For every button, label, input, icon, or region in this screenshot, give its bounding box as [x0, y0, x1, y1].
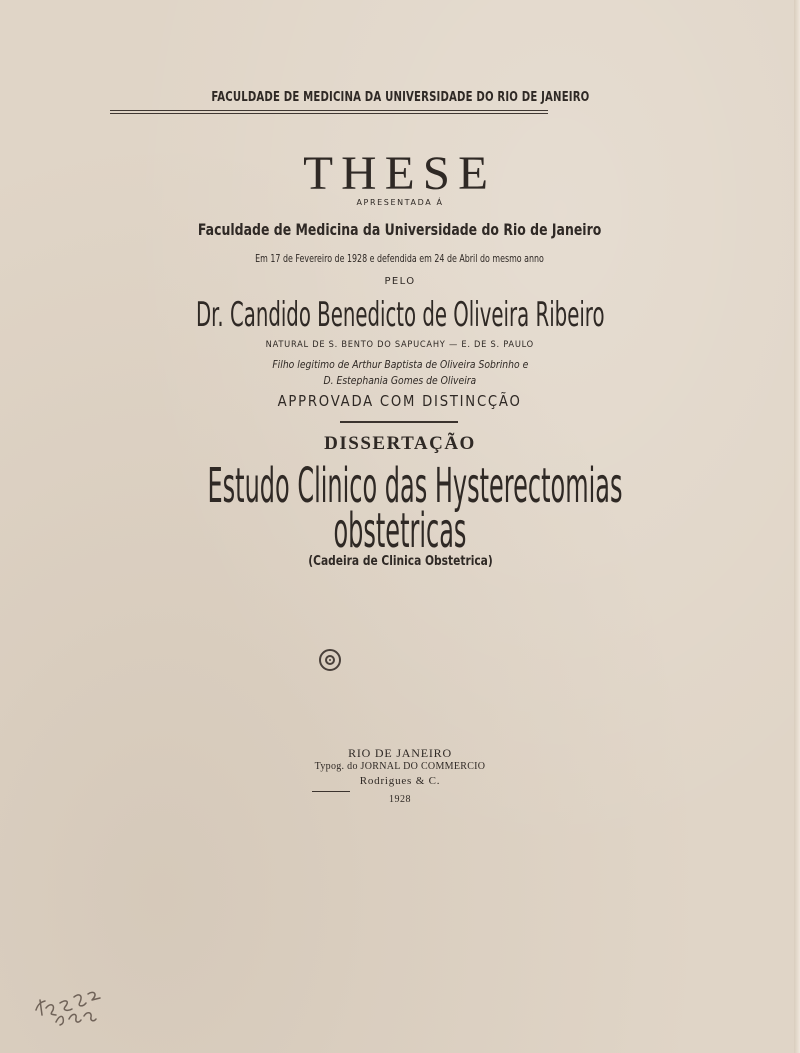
dissertation-title-line-2-text: obstetricas	[333, 503, 467, 559]
publication-year-text: 1928	[389, 794, 411, 805]
publisher-city	[0, 746, 800, 761]
presented-label	[0, 198, 800, 207]
year-rule	[312, 791, 350, 792]
author-name	[0, 294, 800, 336]
thesis-title-text: THESE	[303, 147, 497, 200]
dissertation-title-line-1-text: Estudo Clinico das Hysterectomias	[207, 458, 623, 514]
parents-line-2-text: D. Estephania Gomes de Oliveira	[323, 374, 477, 387]
by-label-text: PELO	[384, 276, 416, 287]
publisher-typog	[0, 761, 800, 772]
approval-status-text: APPROVADA COM DISTINCÇÃO	[278, 392, 522, 410]
author-name-text: Dr. Candido Benedicto de Oliveira Ribeiro	[195, 295, 605, 335]
institution-line	[0, 220, 800, 239]
by-label	[0, 276, 800, 287]
handwritten-signature	[22, 970, 132, 1030]
faculty-header	[0, 90, 800, 105]
header-rule-top	[110, 110, 548, 111]
ornament-icon	[319, 649, 341, 671]
author-origin-text: NATURAL DE S. BENTO DO SAPUCAHY — E. DE S. PAULO	[265, 340, 535, 350]
publisher-firm	[0, 775, 800, 787]
section-divider	[340, 421, 458, 423]
dissertation-title-line-2	[0, 502, 800, 560]
publication-year	[0, 794, 800, 805]
publisher-firm-text: Rodrigues & C.	[359, 775, 441, 787]
dissertation-subtitle	[0, 554, 800, 569]
header-rule-bottom	[110, 113, 548, 114]
parents-line-2	[0, 374, 800, 387]
faculty-header-text: FACULDADE DE MEDICINA DA UNIVERSIDADE DO RIO DE JANEIRO	[210, 90, 590, 105]
institution-text: Faculdade de Medicina da Universidade do Rio de Janeiro	[198, 220, 602, 239]
dates-text: Em 17 de Fevereiro de 1928 e defendida em 24 de Abril do mesmo anno	[255, 252, 545, 265]
approval-status	[0, 392, 800, 410]
dates-line	[0, 252, 800, 265]
dissertation-label-text: DISSERTAÇÃO	[324, 433, 476, 454]
author-origin	[0, 340, 800, 350]
thesis-title	[0, 145, 800, 203]
presented-label-text: APRESENTADA Á	[356, 198, 444, 207]
publisher-city-text: RIO DE JANEIRO	[348, 746, 452, 760]
parents-line-1	[0, 358, 800, 371]
dissertation-subtitle-text: (Cadeira de Clinica Obstetrica)	[307, 554, 493, 569]
publisher-typog-text: Typog. do JORNAL DO COMMERCIO	[314, 761, 486, 772]
dissertation-label	[0, 433, 800, 455]
parents-line-1-text: Filho legitimo de Arthur Baptista de Oliveira Sobrinho e	[272, 358, 528, 371]
